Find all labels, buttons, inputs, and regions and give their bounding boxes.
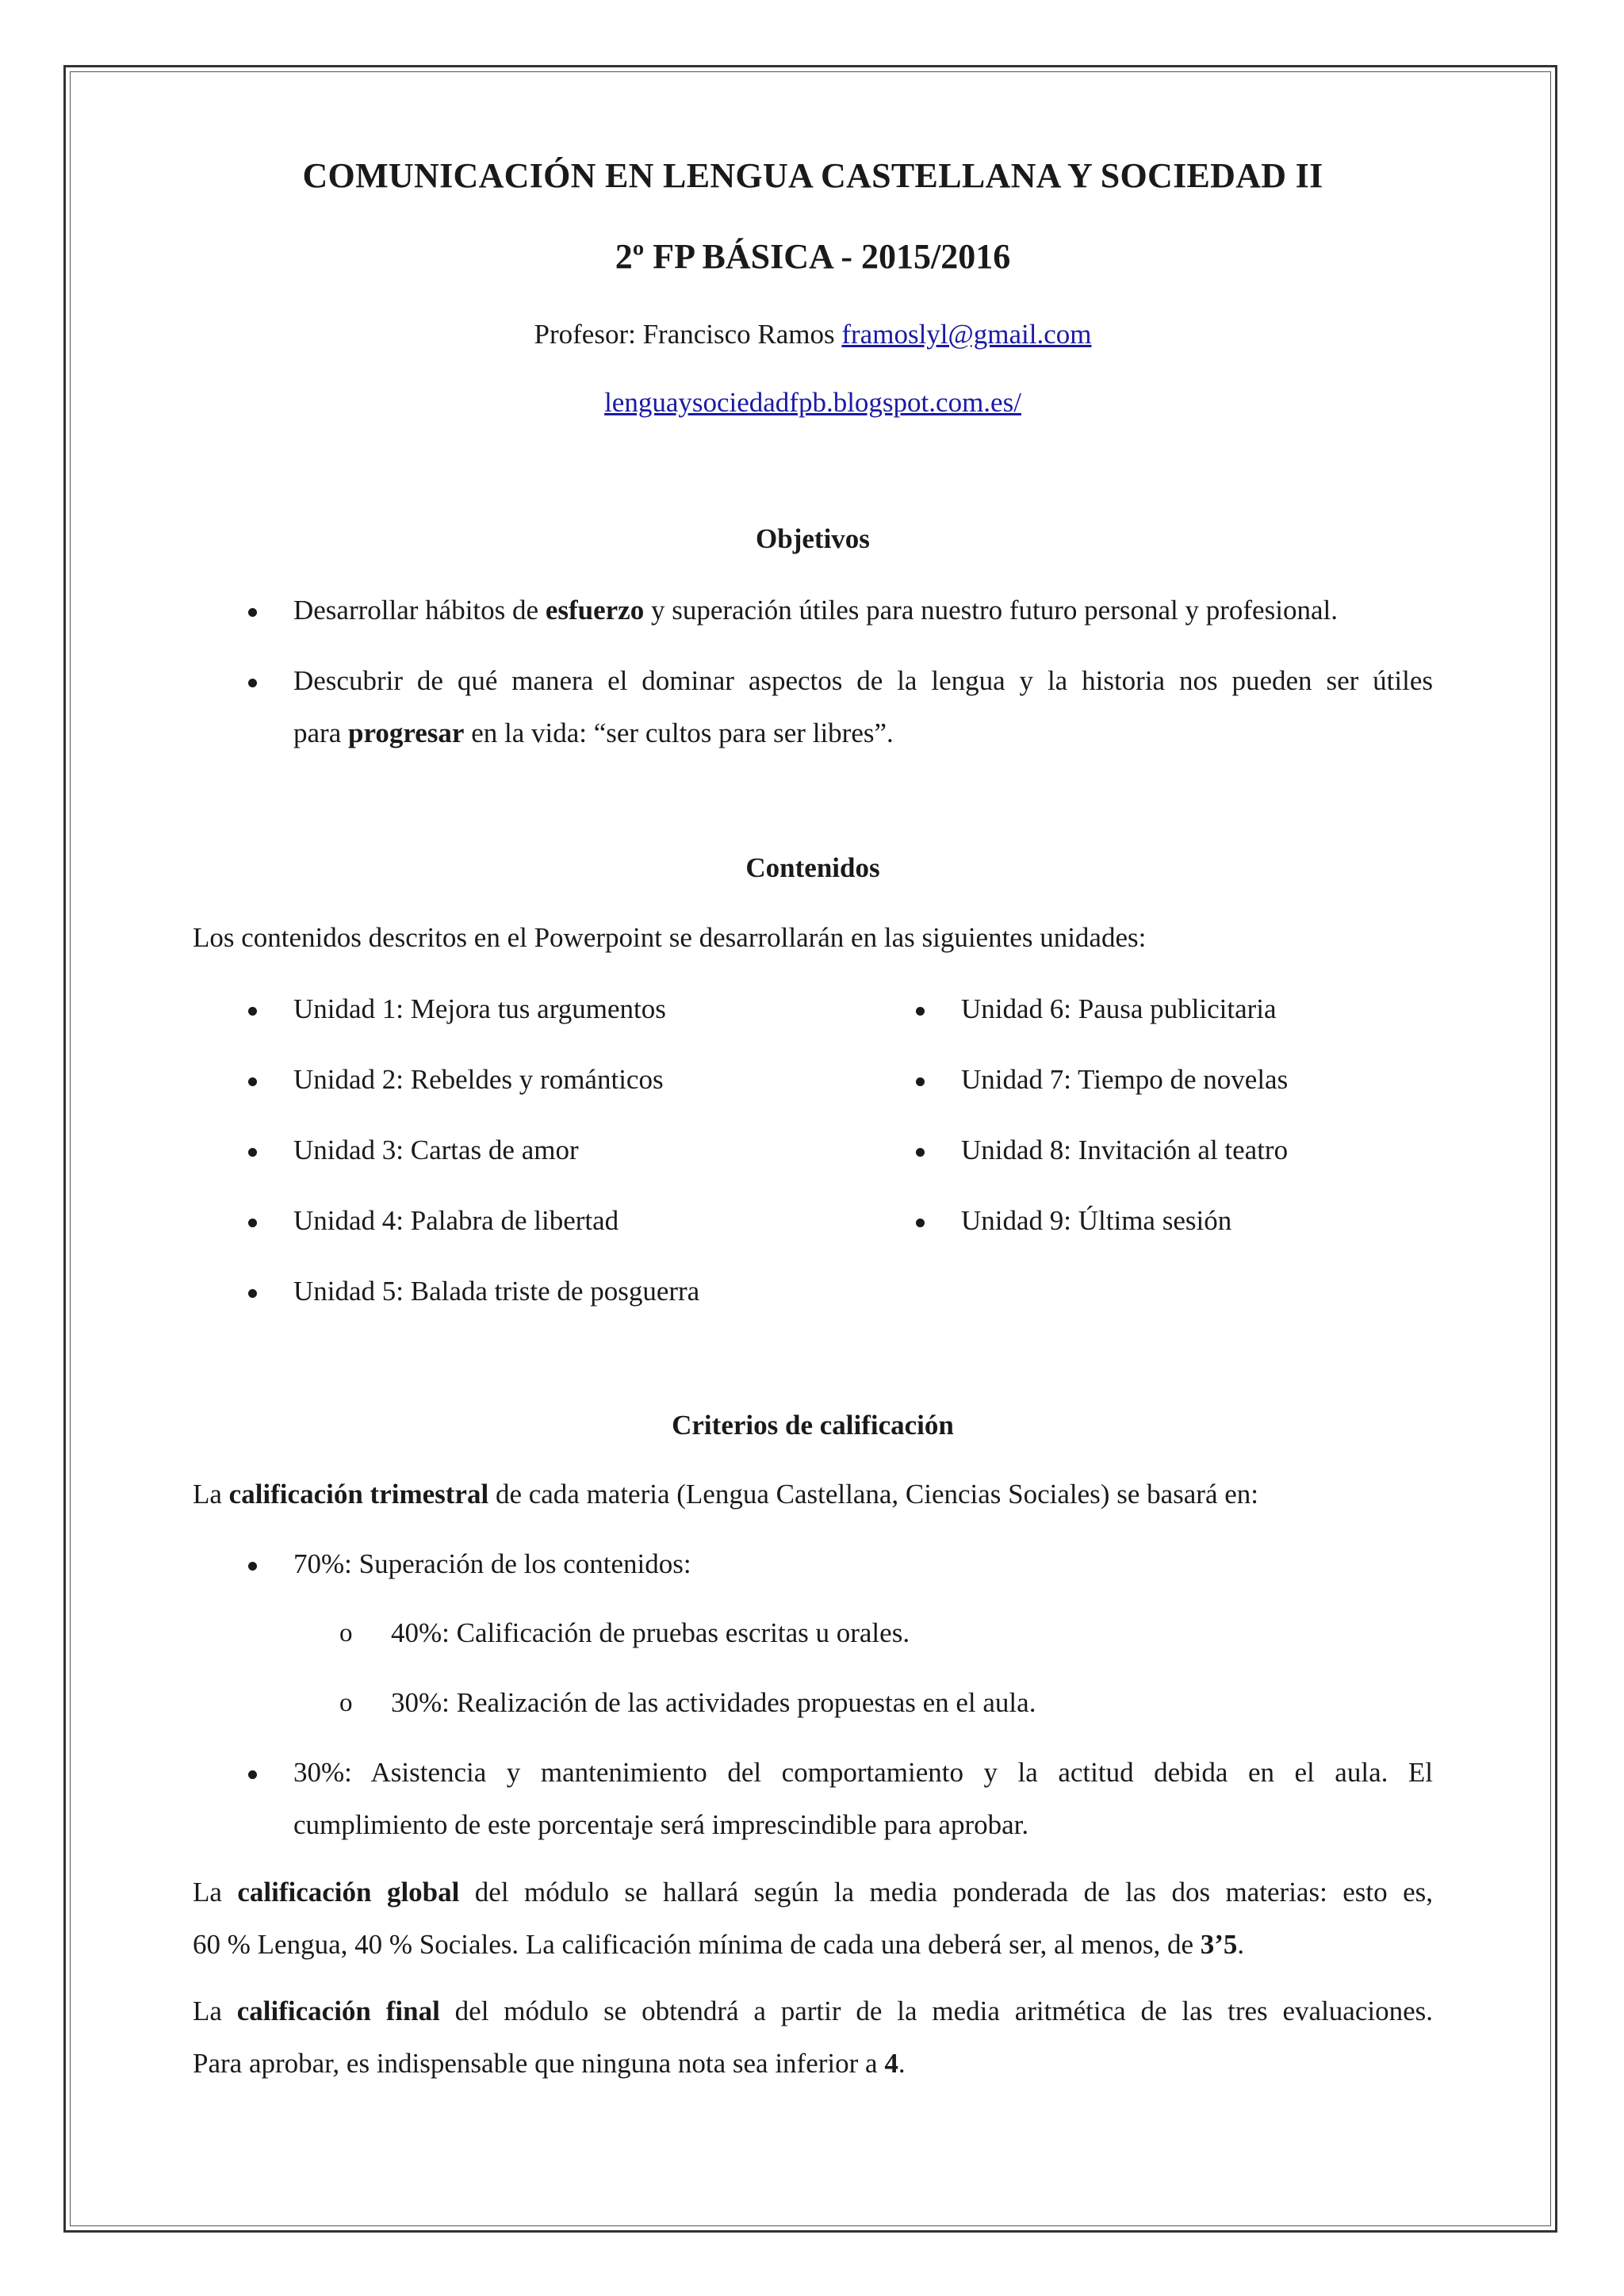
blog-link[interactable]: lenguaysociedadfpb.blogspot.com.es/ [604, 387, 1021, 418]
teacher-label: Profesor: Francisco Ramos [534, 319, 835, 350]
document-title: COMUNICACIÓN EN LENGUA CASTELLANA Y SOCIEDAD II [302, 156, 1323, 195]
bullet-icon [244, 655, 260, 707]
teacher-line [193, 319, 1433, 350]
teacher-email-link[interactable]: framoslyl@gmail.com [841, 319, 1092, 350]
unit-label: Unidad 6: Pausa publicitaria [961, 993, 1277, 1024]
bullet-icon [912, 1054, 928, 1106]
unit-label: Unidad 7: Tiempo de novelas [961, 1064, 1289, 1095]
document-subtitle: 2º FP BÁSICA - 2015/2016 [615, 237, 1011, 276]
bullet-icon [912, 1195, 928, 1247]
bullet-icon [244, 1538, 260, 1590]
bullet-icon [244, 1054, 260, 1106]
global-paragraph: La calificación global del módulo se hallará según la media ponderada de las dos materias: esto es, 60 % Lengua, 40 % Sociales. La calificación mínima de cada una deberá ser, al menos, de 3’5. [193, 1877, 1433, 1960]
unit-label: Unidad 3: Cartas de amor [293, 1135, 579, 1165]
bullet-icon [912, 1124, 928, 1177]
contenidos-heading: Contenidos [745, 852, 880, 883]
contenidos-intro: Los contenidos descritos en el Powerpoint se desarrollarán en las siguientes unidades: [193, 922, 1147, 953]
circle-bullet-icon: o [339, 1689, 353, 1717]
unit-label: Unidad 9: Última sesión [961, 1205, 1232, 1236]
unit-label: Unidad 5: Balada triste de posguerra [293, 1276, 700, 1307]
objetivos-heading: Objetivos [756, 523, 870, 554]
bullet-icon [244, 584, 260, 637]
bullet-icon [244, 1747, 260, 1799]
unit-label: Unidad 1: Mejora tus argumentos [293, 993, 666, 1024]
bullet-icon [912, 983, 928, 1035]
unit-label: Unidad 8: Invitación al teatro [961, 1135, 1289, 1165]
unit-label: Unidad 2: Rebeldes y románticos [293, 1064, 664, 1095]
circle-bullet-icon: o [339, 1619, 353, 1647]
criterios-intro: La calificación trimestral de cada materia (Lengua Castellana, Ciencias Sociales) se basará en: [193, 1479, 1258, 1510]
bullet-icon [244, 983, 260, 1035]
bullet-icon [244, 1265, 260, 1318]
bullet-icon [244, 1124, 260, 1177]
criterios-heading: Criterios de calificación [672, 1410, 954, 1441]
blog-line [193, 387, 1433, 419]
final-paragraph: La calificación final del módulo se obtendrá a partir de la media aritmética de las tres evaluaciones. Para aprobar, es indispensable que ninguna nota sea inferior a 4. [193, 1996, 1433, 2079]
unit-label: Unidad 4: Palabra de libertad [293, 1205, 619, 1236]
bullet-icon [244, 1195, 260, 1247]
